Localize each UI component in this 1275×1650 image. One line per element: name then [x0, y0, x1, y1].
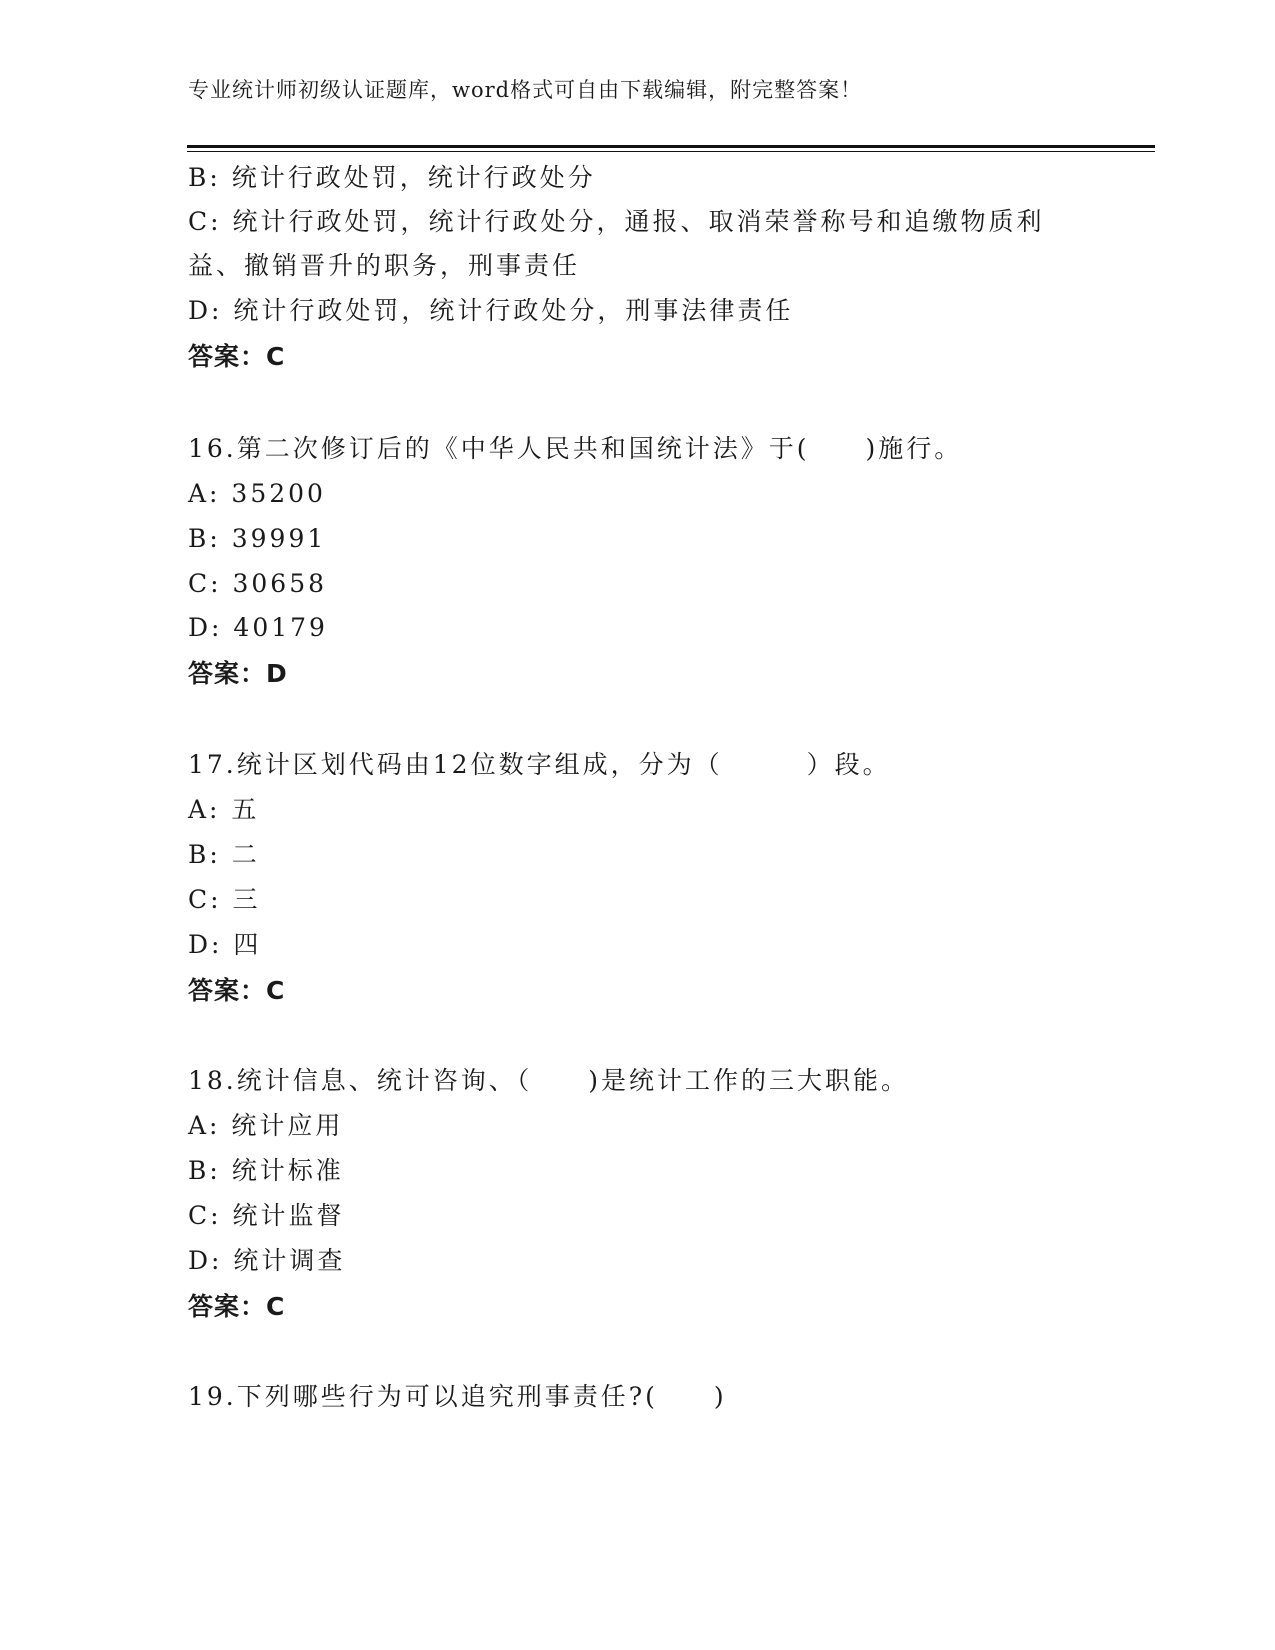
option-a: A: 五 — [188, 795, 260, 824]
option-a: A: 35200 — [188, 479, 326, 508]
header-rule-thin — [187, 151, 1155, 152]
question-stem: 16.第二次修订后的《中华人民共和国统计法》于( )施行。 — [188, 434, 963, 463]
answer-line: 答案：D — [188, 659, 288, 688]
option-b: B: 二 — [188, 840, 260, 869]
question-stem: 19.下列哪些行为可以追究刑事责任?( ) — [188, 1382, 727, 1411]
page-header: 专业统计师初级认证题库，word格式可自由下载编辑，附完整答案！ — [188, 78, 863, 102]
option-b: B: 统计行政处罚，统计行政处分 — [188, 163, 596, 192]
option-a: A: 统计应用 — [188, 1111, 344, 1140]
option-c: C: 统计监督 — [188, 1201, 345, 1230]
question-stem: 18.统计信息、统计咨询、（ )是统计工作的三大职能。 — [188, 1066, 910, 1095]
option-d: D: 统计行政处罚，统计行政处分，刑事法律责任 — [188, 296, 794, 325]
option-c-continued: 益、撤销晋升的职务，刑事责任 — [188, 251, 581, 280]
option-b: B: 39991 — [188, 524, 327, 553]
question-stem: 17.统计区划代码由12位数字组成，分为（ ）段。 — [188, 750, 891, 779]
header-rule-thick — [187, 145, 1155, 148]
option-d: D: 四 — [188, 930, 262, 959]
answer-line: 答案：C — [188, 342, 286, 371]
option-d: D: 40179 — [188, 613, 328, 642]
option-c: C: 三 — [188, 885, 261, 914]
answer-line: 答案：C — [188, 1292, 286, 1321]
option-d: D: 统计调查 — [188, 1246, 346, 1275]
option-c: C: 统计行政处罚，统计行政处分，通报、取消荣誉称号和追缴物质利 — [188, 207, 1045, 236]
option-c: C: 30658 — [188, 569, 328, 598]
option-b: B: 统计标准 — [188, 1156, 344, 1185]
answer-line: 答案：C — [188, 976, 286, 1005]
